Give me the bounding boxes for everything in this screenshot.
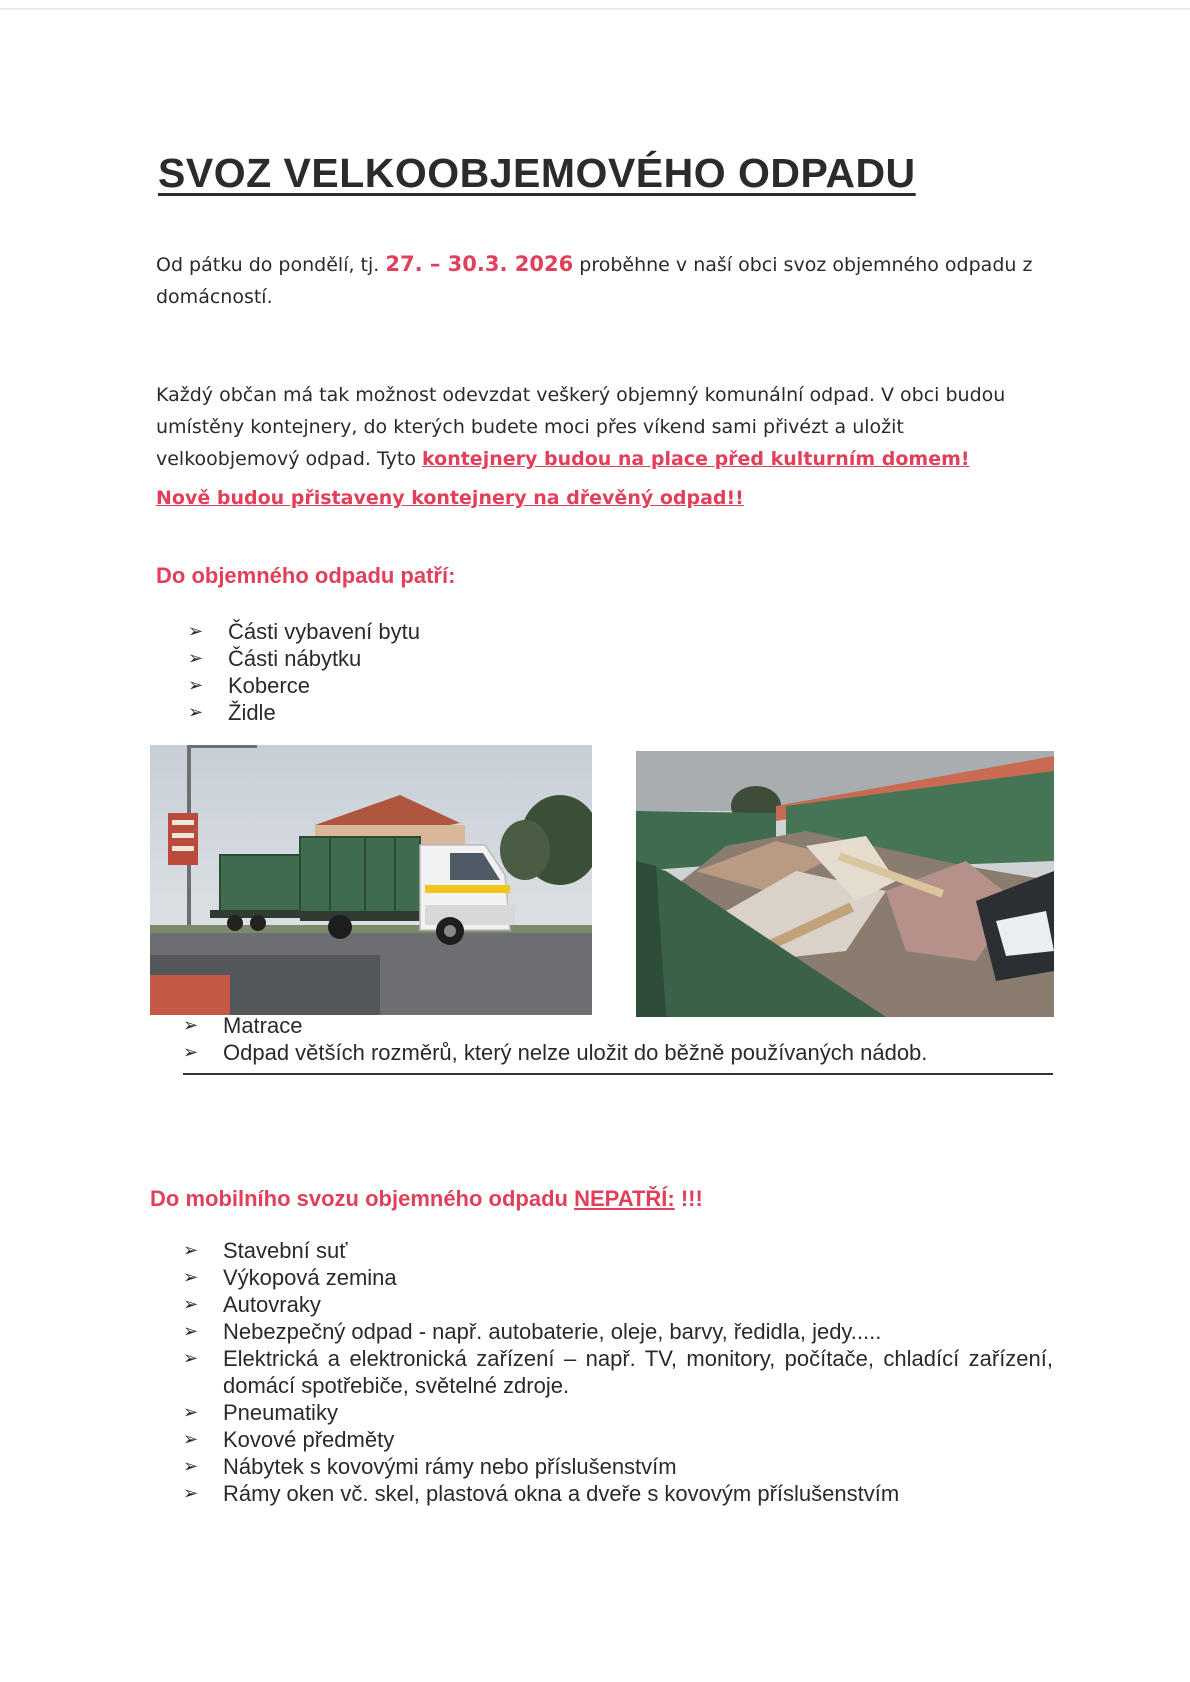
list-item [183, 1453, 1053, 1480]
arrowhead-bullet-icon: ➢ [183, 1348, 199, 1368]
list-item-text: Elektrická a elektronická zařízení – např. TV, monitory, počítače, chladící zařízení, domácí spotřebiče, světelné zdroje. [223, 1346, 1053, 1398]
belongs-list-top [188, 618, 420, 726]
list-item [183, 1426, 1053, 1453]
intro-before: Od pátku do pondělí, tj. [156, 254, 386, 276]
heading-prefix: Do mobilního svozu objemného odpadu [150, 1186, 575, 1211]
arrowhead-bullet-icon: ➢ [188, 702, 204, 722]
list-item-text: Odpad větších rozměrů, který nelze uložit do běžně používaných nádob. [223, 1040, 928, 1065]
list-item [183, 1012, 1003, 1039]
list-item [183, 1480, 1053, 1507]
list-item-text: Rámy oken vč. skel, plastová okna a dveře s kovovým příslušenstvím [223, 1481, 900, 1506]
list-item-text: Části nábytku [228, 646, 362, 671]
list-item-text: Výkopová zemina [223, 1265, 397, 1290]
info-paragraph [156, 379, 1036, 475]
wood-waste-notice: Nově budou přistaveny kontejnery na dřevěný odpad!! [156, 487, 744, 509]
info-text: Každý občan má tak možnost odevzdat veškerý objemný komunální odpad. V obci budou umístěny kontejnery, do kterých budete moci přes víkend sami přivézt a uložit velkoobjemový odpad. Tyto [156, 384, 1006, 470]
waste-container-photo [636, 751, 1054, 1017]
arrowhead-bullet-icon: ➢ [183, 1294, 199, 1314]
arrowhead-bullet-icon: ➢ [183, 1456, 199, 1476]
list-item-text: Kovové předměty [223, 1427, 395, 1452]
truck-containers-photo [150, 745, 592, 1015]
list-item [183, 1399, 1053, 1426]
list-item-text: Části vybavení bytu [228, 619, 420, 644]
intro-paragraph [156, 248, 1036, 313]
arrowhead-bullet-icon: ➢ [183, 1483, 199, 1503]
arrowhead-bullet-icon: ➢ [188, 648, 204, 668]
heading-suffix: !!! [674, 1186, 703, 1211]
list-item [188, 699, 420, 726]
list-item-text: Židle [228, 700, 276, 725]
arrowhead-bullet-icon: ➢ [183, 1042, 199, 1062]
list-item-text: Nebezpečný odpad - např. autobaterie, oleje, barvy, ředidla, jedy..... [223, 1319, 882, 1344]
arrowhead-bullet-icon: ➢ [183, 1321, 199, 1341]
list-item [183, 1345, 1053, 1399]
location-highlight: kontejnery budou na place před kulturním domem! [422, 448, 970, 470]
list-item [183, 1291, 1053, 1318]
scan-edge [0, 8, 1190, 10]
page-title: SVOZ VELKOOBJEMOVÉHO ODPADU [158, 150, 916, 196]
arrowhead-bullet-icon: ➢ [183, 1267, 199, 1287]
list-item [183, 1264, 1053, 1291]
arrowhead-bullet-icon: ➢ [188, 675, 204, 695]
list-item [188, 672, 420, 699]
arrowhead-bullet-icon: ➢ [188, 621, 204, 641]
list-item-text: Nábytek s kovovými rámy nebo příslušenstvím [223, 1454, 677, 1479]
list-item-text: Stavební suť [223, 1238, 348, 1263]
belongs-heading: Do objemného odpadu patří: [156, 563, 456, 588]
belongs-list-bottom [183, 1012, 1003, 1066]
arrowhead-bullet-icon: ➢ [183, 1402, 199, 1422]
not-belongs-heading [150, 1186, 703, 1212]
arrowhead-bullet-icon: ➢ [183, 1429, 199, 1449]
list-item-text: Koberce [228, 673, 310, 698]
intro-after: proběhne v naší obci svoz objemného odpadu z domácností. [156, 254, 1033, 308]
list-item [188, 618, 420, 645]
list-item-text: Pneumatiky [223, 1400, 338, 1425]
divider [183, 1073, 1053, 1075]
list-item [183, 1237, 1053, 1264]
list-item-text: Matrace [223, 1013, 303, 1038]
list-item [183, 1039, 1003, 1066]
list-item [183, 1318, 1053, 1345]
arrowhead-bullet-icon: ➢ [183, 1015, 199, 1035]
collection-date: 27. – 30.3. 2026 [385, 252, 574, 276]
list-item [188, 645, 420, 672]
list-item-text: Autovraky [223, 1292, 321, 1317]
heading-emphasis: NEPATŘÍ: [574, 1186, 675, 1211]
arrowhead-bullet-icon: ➢ [183, 1240, 199, 1260]
not-belongs-list [183, 1237, 1053, 1507]
